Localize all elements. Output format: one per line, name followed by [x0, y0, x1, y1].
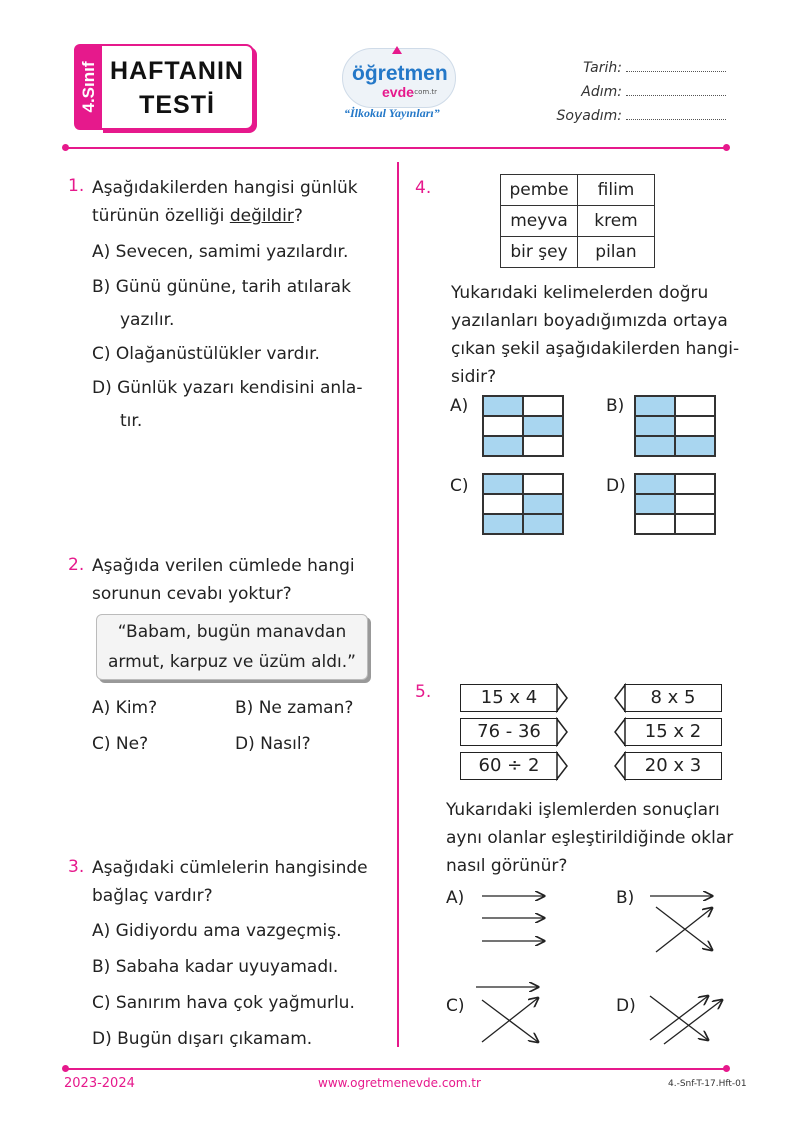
- footer-site[interactable]: www.ogretmenevde.com.tr: [318, 1076, 481, 1090]
- q2-quote-line1: “Babam, bugün manavdan: [117, 622, 347, 642]
- surname-label: Soyadım:: [556, 108, 622, 124]
- q5-left-card: 15 x 4: [460, 684, 558, 712]
- logo-word: öğretmen: [352, 62, 448, 85]
- q4-word: krem: [578, 206, 655, 237]
- q1-line2: türünün özelliği değildir?: [92, 206, 303, 226]
- q4-option-a[interactable]: A): [450, 396, 469, 416]
- q5-line2: aynı olanlar eşleştirildiğinde oklar: [446, 828, 734, 848]
- q1-underlined: değildir: [229, 206, 294, 226]
- q1-option-a[interactable]: A) Sevecen, samimi yazılardır.: [92, 242, 349, 262]
- arrow-line: [656, 908, 712, 952]
- q2-option-b[interactable]: B) Ne zaman?: [235, 698, 354, 718]
- q5-option-a[interactable]: A): [446, 888, 465, 908]
- q4-option-d[interactable]: D): [606, 476, 626, 496]
- q2-number: 2.: [68, 555, 85, 575]
- q2-option-a[interactable]: A) Kim?: [92, 698, 158, 718]
- q3-number: 3.: [68, 857, 85, 877]
- rule-dot: [723, 1065, 730, 1072]
- q3-option-b[interactable]: B) Sabaha kadar uyuyamadı.: [92, 957, 339, 977]
- q4-option-c[interactable]: C): [450, 476, 469, 496]
- title-line2: TESTİ: [139, 91, 215, 119]
- q2-option-d[interactable]: D) Nasıl?: [235, 734, 311, 754]
- q5-number: 5.: [415, 682, 432, 702]
- q4-line4: sidir?: [451, 367, 497, 387]
- logo-sub: evde: [382, 84, 414, 100]
- q1-option-c[interactable]: C) Olağanüstülükler vardır.: [92, 344, 320, 364]
- q3-option-d[interactable]: D) Bugün dışarı çıkamam.: [92, 1029, 313, 1049]
- q2-line2: sorunun cevabı yoktur?: [92, 584, 292, 604]
- q3-line2: bağlaç vardır?: [92, 886, 213, 906]
- q2-quote-line2: armut, karpuz ve üzüm aldı.”: [108, 652, 356, 672]
- q5-option-b[interactable]: B): [616, 888, 635, 908]
- q2-line1: Aşağıda verilen cümlede hangi: [92, 556, 355, 576]
- q5-right-card: 15 x 2: [624, 718, 722, 746]
- q4-word: pembe: [501, 175, 578, 206]
- q1-line1: Aşağıdakilerden hangisi günlük: [92, 178, 358, 198]
- q4-word: filim: [578, 175, 655, 206]
- q4-line2: yazılanları boyadığımızda ortaya: [451, 311, 728, 331]
- q1-number: 1.: [68, 176, 85, 196]
- q4-word: bir şey: [501, 237, 578, 268]
- logo-domain: .com.tr: [412, 88, 438, 96]
- q4-word: pilan: [578, 237, 655, 268]
- q5-option-d[interactable]: D): [616, 996, 636, 1016]
- q5-line3: nasıl görünür?: [446, 856, 568, 876]
- q4-word: meyva: [501, 206, 578, 237]
- q3-option-a[interactable]: A) Gidiyordu ama vazgeçmiş.: [92, 921, 342, 941]
- q1-option-d[interactable]: D) Günlük yazarı kendisini anla-: [92, 378, 363, 398]
- grade-label: 4.Sınıf: [79, 61, 98, 113]
- name-label: Adım:: [581, 84, 622, 100]
- q5-right-card: 20 x 3: [624, 752, 722, 780]
- footer-year: 2023-2024: [64, 1076, 135, 1091]
- q5-option-c[interactable]: C): [446, 996, 465, 1016]
- q5-line1: Yukarıdaki işlemlerden sonuçları: [446, 800, 720, 820]
- q1-option-b-cont: yazılır.: [120, 310, 175, 330]
- q3-option-c[interactable]: C) Sanırım hava çok yağmurlu.: [92, 993, 355, 1013]
- q3-line1: Aşağıdaki cümlelerin hangisinde: [92, 858, 368, 878]
- q5-left-card: 76 - 36: [460, 718, 558, 746]
- q5-right-card: 8 x 5: [624, 684, 722, 712]
- footer-code: 4.-Snf-T-17.Hft-01: [668, 1079, 747, 1089]
- logo-tagline: “İlkokul Yayınları”: [344, 106, 440, 120]
- footer-rule: [66, 1068, 726, 1070]
- q1-option-d-cont: tır.: [120, 411, 143, 431]
- title-line1: HAFTANIN: [110, 57, 244, 85]
- q4-line1: Yukarıdaki kelimelerden doğru: [451, 283, 709, 303]
- q4-option-b[interactable]: B): [606, 396, 625, 416]
- arrow-line: [656, 907, 712, 950]
- q5-left-card: 60 ÷ 2: [460, 752, 558, 780]
- q1-option-b[interactable]: B) Günü gününe, tarih atılarak: [92, 277, 351, 297]
- q2-option-c[interactable]: C) Ne?: [92, 734, 149, 754]
- q4-number: 4.: [415, 178, 432, 198]
- q4-line3: çıkan şekil aşağıdakilerden hangi-: [451, 339, 740, 359]
- date-label: Tarih:: [583, 60, 622, 76]
